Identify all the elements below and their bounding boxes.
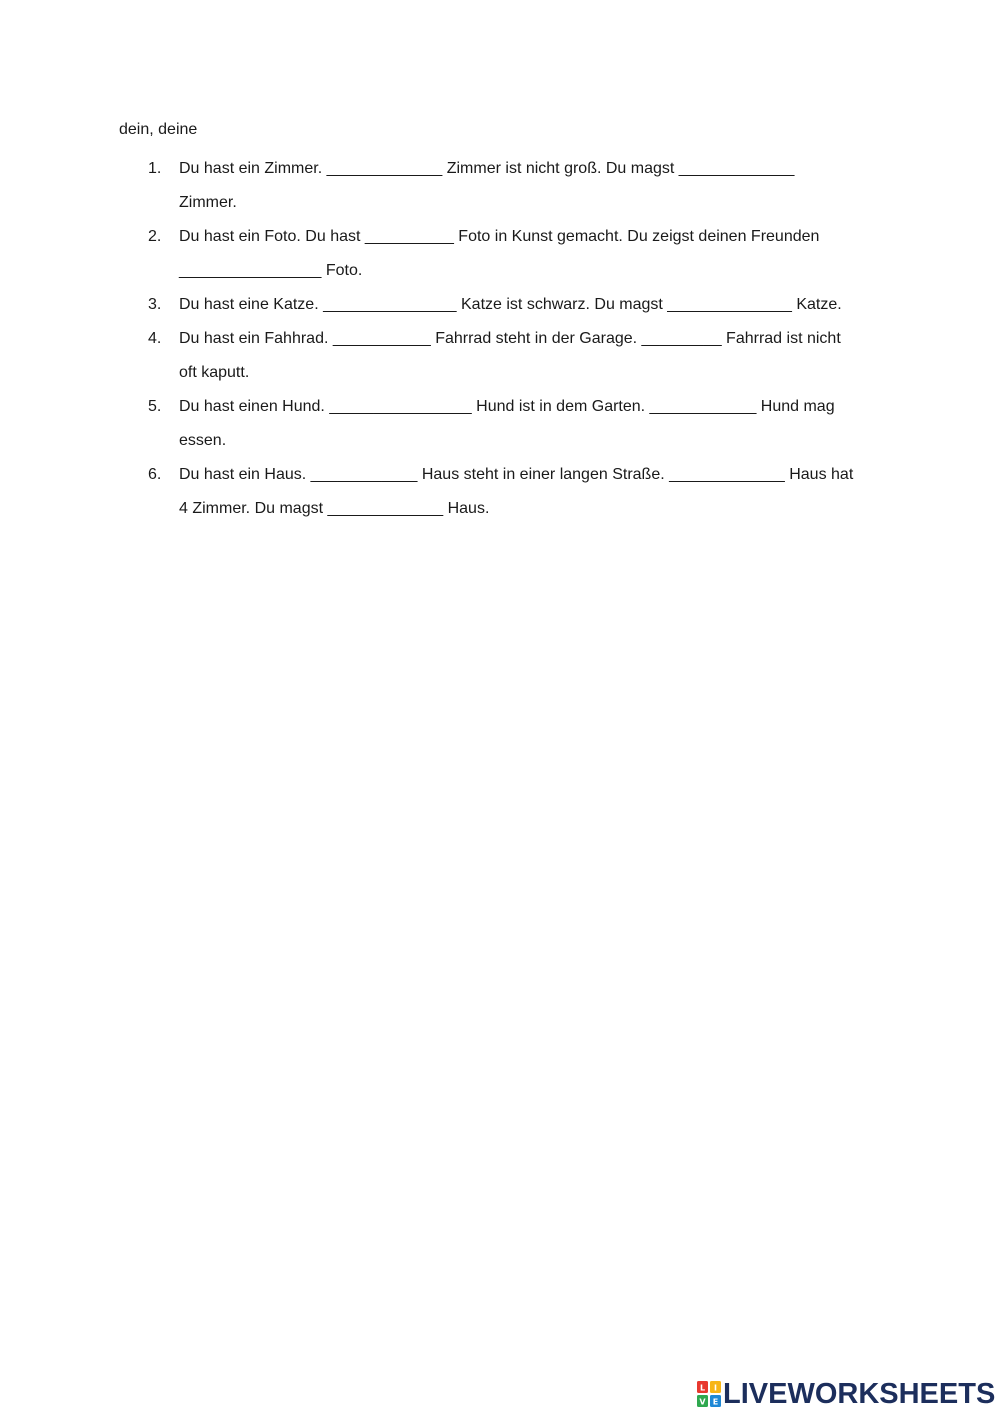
exercise-number: 6. [148, 466, 162, 483]
exercise-line: Du hast ein Zimmer. _____________ Zimmer ist nicht groß. Du magst _____________ [179, 160, 795, 177]
svg-text:L: L [699, 1383, 706, 1393]
svg-text:E: E [712, 1397, 719, 1407]
exercise-line: Zimmer. [179, 194, 237, 211]
exercise-number: 3. [148, 296, 162, 313]
exercise-list [148, 152, 888, 526]
exercise-line: Du hast einen Hund. ________________ Hund ist in dem Garten. ____________ Hund mag [179, 398, 835, 415]
exercise-line: essen. [179, 432, 227, 449]
exercise-line: Du hast ein Haus. ____________ Haus steht in einer langen Straße. _____________ Haus hat [179, 466, 854, 483]
exercise-number: 5. [148, 398, 162, 415]
exercise-number: 4. [148, 330, 162, 347]
liveworksheets-logo-text: LIVEWORKSHEETS [723, 1378, 996, 1410]
exercise-item [148, 458, 888, 526]
exercise-line: Du hast eine Katze. _______________ Katze ist schwarz. Du magst ______________ Katze. [179, 296, 842, 313]
liveworksheets-logo[interactable] [697, 1378, 995, 1410]
svg-text:I: I [714, 1383, 717, 1393]
exercise-line: Du hast ein Fahhrad. ___________ Fahrrad steht in der Garage. _________ Fahrrad ist nicht [179, 330, 841, 347]
worksheet-heading: dein, deine [119, 121, 198, 138]
exercise-item [148, 390, 888, 458]
exercise-line: Du hast ein Foto. Du hast __________ Foto in Kunst gemacht. Du zeigst deinen Freunden [179, 228, 820, 245]
exercise-item [148, 322, 888, 390]
exercise-line: ________________ Foto. [179, 262, 363, 279]
exercise-item [148, 288, 888, 322]
exercise-item [148, 152, 888, 220]
exercise-number: 2. [148, 228, 162, 245]
exercise-number: 1. [148, 160, 162, 177]
svg-text:V: V [699, 1397, 706, 1407]
exercise-line: oft kaputt. [179, 364, 250, 381]
exercise-line: 4 Zimmer. Du magst _____________ Haus. [179, 500, 490, 517]
exercise-item [148, 220, 888, 288]
liveworksheets-logo-icon [697, 1381, 721, 1407]
